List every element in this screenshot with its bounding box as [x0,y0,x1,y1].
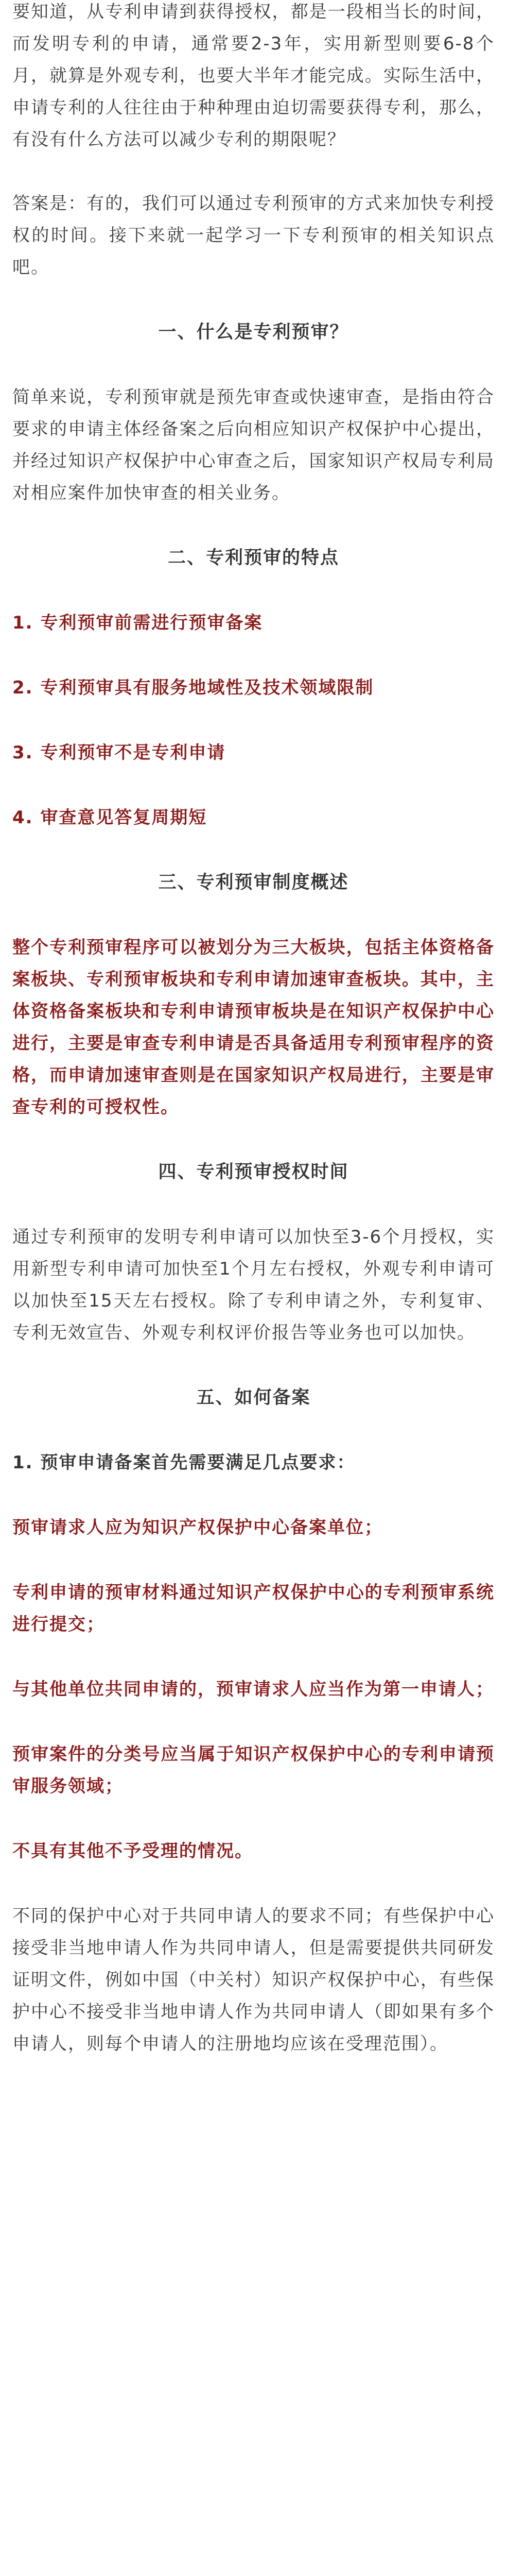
spacer [12,899,495,931]
requirement-3: 与其他单位共同申请的，预审请求人应当作为第一申请人； [12,1679,494,1700]
section-1-body: 简单来说，专利预审就是预先审查或快速审查，是指由符合要求的申请主体经备案之后向相应知识产权保护中心提出，并经过知识产权保护中心审查之后，国家知识产权局专利局对相应案件加快审查的相关业务。 [12,387,495,503]
spacer [12,834,495,867]
section-3-title: 三、专利预审制度概述 [158,872,349,893]
feature-point-4: 4. 审查意见答复周期短 [12,807,207,828]
spacer [12,769,495,802]
spacer [12,283,495,316]
spacer [12,1867,495,1900]
section-1-title: 一、什么是专利预审？ [158,322,349,343]
spacer [12,1123,495,1156]
spacer [12,1640,495,1673]
spacer [12,1802,495,1835]
spacer [12,1479,495,1512]
spacer [12,1188,495,1221]
spacer [12,1349,495,1382]
spacer [12,509,495,542]
requirement-4: 预审案件的分类号应当属于知识产权保护中心的专利申请预审服务领域； [12,1744,495,1797]
spacer [12,574,495,607]
feature-point-2: 2. 专利预审具有服务地域性及技术领域限制 [12,677,374,698]
spacer [12,1414,495,1447]
intro-paragraph-2: 答案是：有的，我们可以通过专利预审的方式来加快专利授权的时间。接下来就一起学习一下专利预审的相关知识点吧。 [12,193,495,278]
feature-point-1: 1. 专利预审前需进行预审备案 [12,613,263,633]
spacer [12,1705,495,1738]
section-4-title: 四、专利预审授权时间 [158,1162,349,1182]
requirement-5: 不具有其他不予受理的情况。 [12,1841,253,1861]
feature-point-3: 3. 专利预审不是专利申请 [12,742,226,763]
requirement-2: 专利申请的预审材料通过知识产权保护中心的专利预审系统进行提交； [12,1582,495,1635]
requirement-1: 预审请求人应为知识产权保护中心备案单位； [12,1517,383,1538]
section-4-body: 通过专利预审的发明专利申请可以加快至3-6个月授权，实用新型专利申请可加快至1个月左右授权，外观专利申请可以加快至15天左右授权。除了专利申请之外，专利复审、专利无效宣告、外观专利权评价报告等业务也可以加快。 [12,1227,495,1343]
spacer [12,1544,495,1577]
section-5-title: 五、如何备案 [196,1387,311,1408]
intro-paragraph-1: 要知道，从专利申请到获得授权，都是一段相当长的时间，而发明专利的申请，通常要2-3年，实用新型则要6-8个月，就算是外观专利，也要大半年才能完成。实际生活中，申请专利的人往往由于种种理由迫切需要获得专利，那么，有没有什么方法可以减少专利的期限呢？ [12,2,495,150]
section-3-body: 整个专利预审程序可以被划分为三大板块，包括主体资格备案板块、专利预审板块和专利申请加速审查板块。其中，主体资格备案板块和专利申请预审板块是在知识产权保护中心进行，主要是审查专利申请是否具备适用专利预审程序的资格，而申请加速审查则是在国家知识产权局进行，主要是审查专利的可授权性。 [12,937,495,1117]
section-5-subhead: 1. 预审申请备案首先需要满足几点要求： [12,1452,356,1473]
spacer [12,704,495,737]
spacer [12,639,495,672]
section-2-title: 二、专利预审的特点 [167,548,339,568]
section-5-closing: 不同的保护中心对于共同申请人的要求不同；有些保护中心接受非当地申请人作为共同申请人，但是需要提供共同研发证明文件，例如中国（中关村）知识产权保护中心，有些保护中心不接受非当地申请人作为共同申请人（即如果有多个申请人，则每个申请人的注册地均应该在受理范围）。 [12,1906,495,2054]
spacer [12,156,495,188]
spacer [12,348,495,381]
